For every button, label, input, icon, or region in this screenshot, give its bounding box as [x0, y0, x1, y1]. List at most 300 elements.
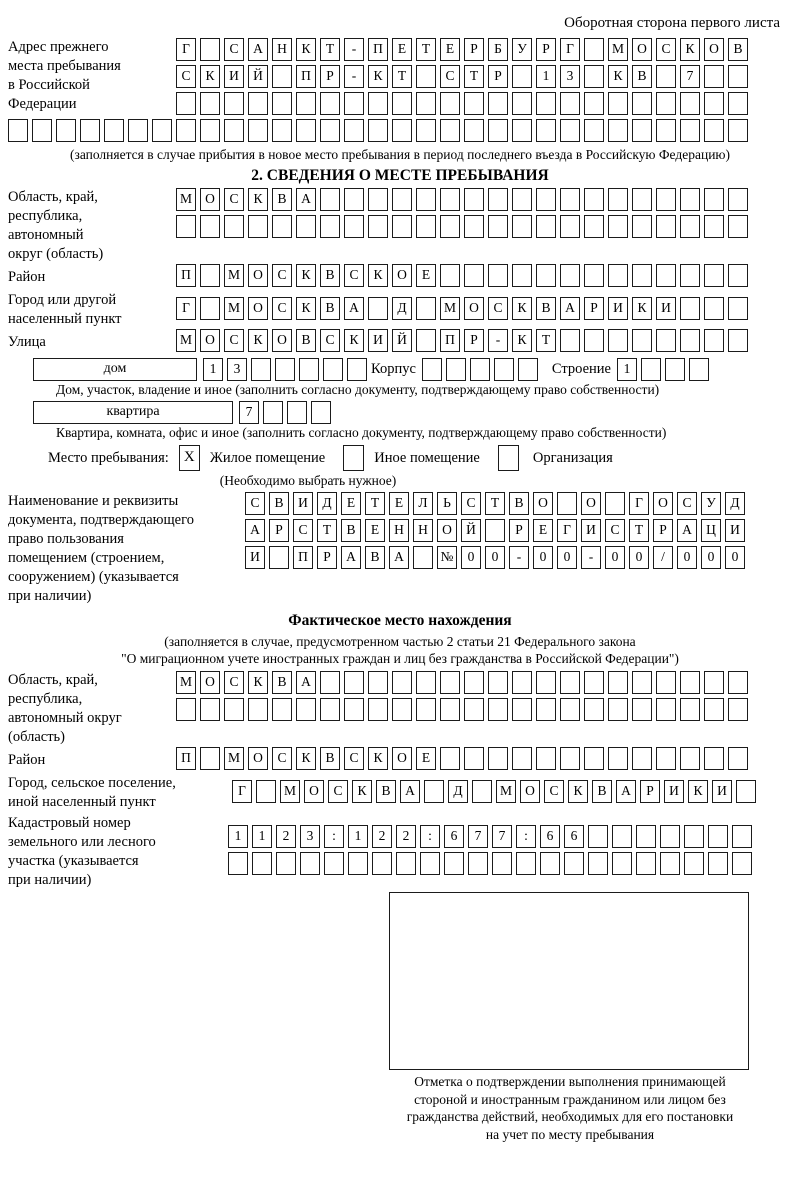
char-cell [368, 698, 388, 721]
char-cell [252, 852, 272, 875]
char-cell [518, 358, 538, 381]
char-cell: М [176, 329, 196, 352]
char-cell [680, 188, 700, 211]
char-cell [440, 671, 460, 694]
char-cell: К [248, 329, 268, 352]
char-cell [392, 215, 412, 238]
char-cell: Г [232, 780, 252, 803]
char-cell: М [224, 264, 244, 287]
district-field-block [8, 264, 792, 291]
char-cell: В [365, 546, 385, 569]
char-cell: В [269, 492, 289, 515]
char-cell [684, 852, 704, 875]
char-cell: В [272, 671, 292, 694]
char-cell [612, 825, 632, 848]
char-cell: И [224, 65, 244, 88]
char-cell [200, 297, 220, 320]
region-field-block [8, 188, 792, 264]
char-cell [296, 698, 316, 721]
char-cell: 1 [536, 65, 556, 88]
char-cell [704, 65, 724, 88]
char-cell: - [509, 546, 529, 569]
house-type-box[interactable]: дом [33, 358, 197, 381]
char-cell [224, 119, 244, 142]
title-document-row-1[interactable] [245, 492, 749, 515]
other-premises-checkbox[interactable] [343, 445, 364, 471]
char-cell [320, 119, 340, 142]
char-cell: С [224, 671, 244, 694]
char-cell [488, 92, 508, 115]
char-cell [200, 264, 220, 287]
char-cell: 6 [540, 825, 560, 848]
korpus-label: Корпус [371, 361, 416, 377]
char-cell: - [344, 38, 364, 61]
char-cell [656, 215, 676, 238]
street-label: Улица [8, 334, 46, 350]
char-cell [560, 329, 580, 352]
char-cell [560, 671, 580, 694]
char-cell [488, 264, 508, 287]
char-cell: А [296, 188, 316, 211]
char-cell: Р [269, 519, 289, 542]
city-row[interactable] [176, 297, 752, 320]
char-cell: 0 [533, 546, 553, 569]
char-cell: С [656, 38, 676, 61]
prev-address-row-4[interactable] [8, 119, 792, 142]
char-cell [656, 119, 676, 142]
char-cell [416, 65, 436, 88]
char-cell: П [368, 38, 388, 61]
char-cell: Т [320, 38, 340, 61]
char-cell [704, 119, 724, 142]
char-cell: Н [413, 519, 433, 542]
char-cell: А [248, 38, 268, 61]
char-cell [464, 188, 484, 211]
char-cell: С [272, 297, 292, 320]
char-cell [200, 215, 220, 238]
char-cell [176, 215, 196, 238]
fact-city-label: Город, сельское поселение, иной населенный пункт [8, 775, 176, 810]
char-cell: М [280, 780, 300, 803]
char-cell [440, 119, 460, 142]
char-cell: Т [317, 519, 337, 542]
char-cell: Р [584, 297, 604, 320]
char-cell: И [368, 329, 388, 352]
char-cell [680, 747, 700, 770]
char-cell: К [296, 264, 316, 287]
char-cell [656, 747, 676, 770]
char-cell [632, 671, 652, 694]
char-cell: О [304, 780, 324, 803]
char-cell: С [344, 264, 364, 287]
char-cell [344, 698, 364, 721]
prev-address-block [8, 38, 792, 119]
char-cell [422, 358, 442, 381]
char-cell [608, 329, 628, 352]
char-cell [416, 119, 436, 142]
city-label: Город или другой населенный пункт [8, 292, 122, 327]
char-cell [656, 698, 676, 721]
char-cell: Г [629, 492, 649, 515]
char-cell: : [420, 825, 440, 848]
char-cell [689, 358, 709, 381]
char-cell [464, 747, 484, 770]
char-cell [732, 852, 752, 875]
char-cell [632, 188, 652, 211]
char-cell [560, 119, 580, 142]
char-cell [440, 188, 460, 211]
char-cell: П [296, 65, 316, 88]
fact-region-row-2[interactable] [176, 698, 752, 721]
char-cell [248, 119, 268, 142]
char-cell: К [368, 65, 388, 88]
char-cell [632, 264, 652, 287]
confirmation-stamp-box [389, 892, 749, 1070]
house-caption: Дом, участок, владение и иное (заполнить согласно документу, подтверждающему право собственности) [56, 382, 660, 397]
char-cell [176, 92, 196, 115]
char-cell [560, 264, 580, 287]
prev-address-row-1[interactable] [176, 38, 752, 61]
char-cell: О [653, 492, 673, 515]
char-cell [608, 671, 628, 694]
char-cell [251, 358, 271, 381]
char-cell: Р [317, 546, 337, 569]
char-cell: 3 [560, 65, 580, 88]
char-cell: О [392, 747, 412, 770]
char-cell [557, 492, 577, 515]
char-cell [656, 329, 676, 352]
char-cell: Е [533, 519, 553, 542]
char-cell: Р [536, 38, 556, 61]
fact-district-row[interactable] [176, 747, 752, 770]
char-cell [392, 119, 412, 142]
apartment-number-cells[interactable] [239, 401, 335, 424]
char-cell [584, 264, 604, 287]
char-cell: Т [392, 65, 412, 88]
char-cell: И [664, 780, 684, 803]
char-cell: К [200, 65, 220, 88]
char-cell: П [176, 747, 196, 770]
char-cell [684, 825, 704, 848]
char-cell: М [176, 671, 196, 694]
char-cell [704, 747, 724, 770]
cadastral-row-1[interactable] [228, 825, 756, 848]
char-cell: Р [653, 519, 673, 542]
char-cell: И [581, 519, 601, 542]
char-cell: 2 [396, 825, 416, 848]
char-cell [488, 119, 508, 142]
char-cell: Т [365, 492, 385, 515]
char-cell: 0 [557, 546, 577, 569]
char-cell [608, 188, 628, 211]
char-cell: 0 [485, 546, 505, 569]
char-cell [728, 264, 748, 287]
char-cell [632, 329, 652, 352]
char-cell [632, 698, 652, 721]
char-cell [492, 852, 512, 875]
char-cell: В [536, 297, 556, 320]
char-cell [512, 747, 532, 770]
cadastral-row-2[interactable] [228, 852, 756, 875]
char-cell: Й [392, 329, 412, 352]
char-cell: О [200, 671, 220, 694]
char-cell [536, 188, 556, 211]
char-cell [424, 780, 444, 803]
char-cell [728, 747, 748, 770]
char-cell: О [581, 492, 601, 515]
char-cell [656, 264, 676, 287]
char-cell [272, 119, 292, 142]
prev-address-label: Адрес прежнего места пребывания в Российской Федерации [8, 39, 121, 112]
char-cell [728, 92, 748, 115]
prev-address-row-2[interactable] [176, 65, 752, 88]
char-cell: О [704, 38, 724, 61]
char-cell [680, 329, 700, 352]
char-cell: М [176, 188, 196, 211]
char-cell [512, 671, 532, 694]
char-cell: А [677, 519, 697, 542]
char-cell: И [608, 297, 628, 320]
char-cell [299, 358, 319, 381]
char-cell [540, 852, 560, 875]
char-cell: С [272, 264, 292, 287]
char-cell [323, 358, 343, 381]
char-cell [464, 92, 484, 115]
char-cell [272, 698, 292, 721]
char-cell: 0 [629, 546, 649, 569]
char-cell [248, 698, 268, 721]
char-cell [275, 358, 295, 381]
char-cell [560, 747, 580, 770]
char-cell [665, 358, 685, 381]
char-cell [680, 92, 700, 115]
char-cell: К [352, 780, 372, 803]
char-cell: 1 [252, 825, 272, 848]
char-cell: Р [464, 329, 484, 352]
char-cell [656, 65, 676, 88]
fact-region-field-block [8, 671, 792, 747]
char-cell: П [440, 329, 460, 352]
char-cell [728, 297, 748, 320]
char-cell: № [437, 546, 457, 569]
char-cell: К [368, 264, 388, 287]
organization-label: Организация [532, 449, 613, 466]
char-cell: Е [440, 38, 460, 61]
confirmation-stamp-caption: Отметка о подтверждении выполнения принимающей стороной и иностранным гражданином или лицом без гражданства действий, необходимых для его постановки на учет по месту пребывания [406, 1074, 734, 1142]
region-row-2[interactable] [176, 215, 752, 238]
title-document-row-2[interactable] [245, 519, 749, 542]
char-cell [344, 92, 364, 115]
char-cell: Г [176, 38, 196, 61]
char-cell [704, 329, 724, 352]
char-cell: / [653, 546, 673, 569]
char-cell [176, 698, 196, 721]
char-cell: С [488, 297, 508, 320]
char-cell: К [608, 65, 628, 88]
char-cell: Т [485, 492, 505, 515]
stroenie-cells[interactable] [617, 358, 713, 381]
char-cell [56, 119, 76, 142]
char-cell [152, 119, 172, 142]
char-cell [608, 698, 628, 721]
char-cell: К [344, 329, 364, 352]
char-cell: К [688, 780, 708, 803]
char-cell [560, 215, 580, 238]
char-cell: С [224, 329, 244, 352]
char-cell [632, 119, 652, 142]
char-cell [416, 215, 436, 238]
char-cell [224, 215, 244, 238]
district-row[interactable] [176, 264, 752, 287]
char-cell: О [200, 329, 220, 352]
char-cell [512, 188, 532, 211]
char-cell [512, 119, 532, 142]
house-number-cells[interactable] [203, 358, 371, 381]
char-cell [660, 825, 680, 848]
char-cell: К [368, 747, 388, 770]
char-cell: К [568, 780, 588, 803]
char-cell [104, 119, 124, 142]
char-cell: - [344, 65, 364, 88]
char-cell [704, 188, 724, 211]
char-cell [320, 671, 340, 694]
char-cell: А [296, 671, 316, 694]
char-cell: И [656, 297, 676, 320]
apartment-type-box[interactable]: квартира [33, 401, 233, 424]
char-cell [680, 671, 700, 694]
char-cell [269, 546, 289, 569]
char-cell: А [616, 780, 636, 803]
char-cell [728, 671, 748, 694]
prev-address-row-3[interactable] [176, 92, 752, 115]
char-cell: 1 [203, 358, 223, 381]
char-cell [296, 215, 316, 238]
char-cell: 6 [564, 825, 584, 848]
char-cell [608, 92, 628, 115]
fact-city-row[interactable] [232, 780, 760, 803]
char-cell: В [320, 297, 340, 320]
char-cell [248, 215, 268, 238]
char-cell [485, 519, 505, 542]
char-cell: О [248, 264, 268, 287]
fact-region-row-1[interactable] [176, 671, 752, 694]
char-cell [464, 698, 484, 721]
char-cell: 3 [300, 825, 320, 848]
char-cell: О [248, 297, 268, 320]
fact-region-label: Область, край, республика, автономный округ (область) [8, 672, 122, 745]
char-cell [440, 747, 460, 770]
char-cell: В [320, 747, 340, 770]
char-cell: 2 [276, 825, 296, 848]
char-cell: Е [365, 519, 385, 542]
region-row-1[interactable] [176, 188, 752, 211]
char-cell [256, 780, 276, 803]
organization-checkbox[interactable] [498, 445, 519, 471]
residential-checkbox[interactable]: X [179, 445, 200, 471]
char-cell [512, 264, 532, 287]
char-cell [608, 215, 628, 238]
char-cell: 3 [227, 358, 247, 381]
char-cell [488, 747, 508, 770]
char-cell: Р [464, 38, 484, 61]
char-cell [584, 38, 604, 61]
char-cell: К [296, 747, 316, 770]
char-cell [368, 119, 388, 142]
char-cell [272, 92, 292, 115]
char-cell: 0 [461, 546, 481, 569]
char-cell [440, 215, 460, 238]
char-cell: 1 [228, 825, 248, 848]
char-cell: Р [320, 65, 340, 88]
char-cell: О [200, 188, 220, 211]
char-cell [200, 747, 220, 770]
char-cell: Г [557, 519, 577, 542]
char-cell: Й [461, 519, 481, 542]
char-cell [632, 215, 652, 238]
char-cell [536, 215, 556, 238]
char-cell: О [533, 492, 553, 515]
apartment-caption: Квартира, комната, офис и иное (заполнить согласно документу, подтверждающему право собственности) [56, 425, 667, 440]
char-cell: Ь [437, 492, 457, 515]
fact-city-field-block [8, 774, 792, 812]
char-cell [656, 92, 676, 115]
char-cell: С [605, 519, 625, 542]
korpus-cells[interactable] [422, 358, 542, 381]
char-cell [440, 698, 460, 721]
char-cell: 7 [680, 65, 700, 88]
char-cell [348, 852, 368, 875]
char-cell [564, 852, 584, 875]
char-cell: К [632, 297, 652, 320]
street-row[interactable] [176, 329, 752, 352]
page-header-note: Оборотная сторона первого листа [564, 15, 780, 31]
char-cell: О [248, 747, 268, 770]
char-cell: П [293, 546, 313, 569]
char-cell: 0 [725, 546, 745, 569]
char-cell [728, 65, 748, 88]
char-cell: С [344, 747, 364, 770]
apartment-field-block [8, 401, 792, 424]
char-cell [276, 852, 296, 875]
char-cell: В [376, 780, 396, 803]
char-cell: О [464, 297, 484, 320]
char-cell: 0 [605, 546, 625, 569]
char-cell: В [592, 780, 612, 803]
char-cell [464, 215, 484, 238]
char-cell: : [324, 825, 344, 848]
title-document-row-3[interactable] [245, 546, 749, 569]
char-cell [320, 92, 340, 115]
char-cell [680, 264, 700, 287]
char-cell [311, 401, 331, 424]
char-cell [128, 119, 148, 142]
char-cell [680, 297, 700, 320]
char-cell: А [344, 297, 364, 320]
char-cell: У [512, 38, 532, 61]
char-cell: Е [389, 492, 409, 515]
char-cell: С [677, 492, 697, 515]
char-cell [320, 215, 340, 238]
char-cell: С [544, 780, 564, 803]
char-cell: И [293, 492, 313, 515]
other-premises-label: Иное помещение [374, 449, 480, 466]
section-2-title: 2. СВЕДЕНИЯ О МЕСТЕ ПРЕБЫВАНИЯ [251, 167, 549, 184]
char-cell [272, 65, 292, 88]
char-cell: 1 [617, 358, 637, 381]
char-cell [200, 38, 220, 61]
char-cell [584, 92, 604, 115]
char-cell [368, 671, 388, 694]
